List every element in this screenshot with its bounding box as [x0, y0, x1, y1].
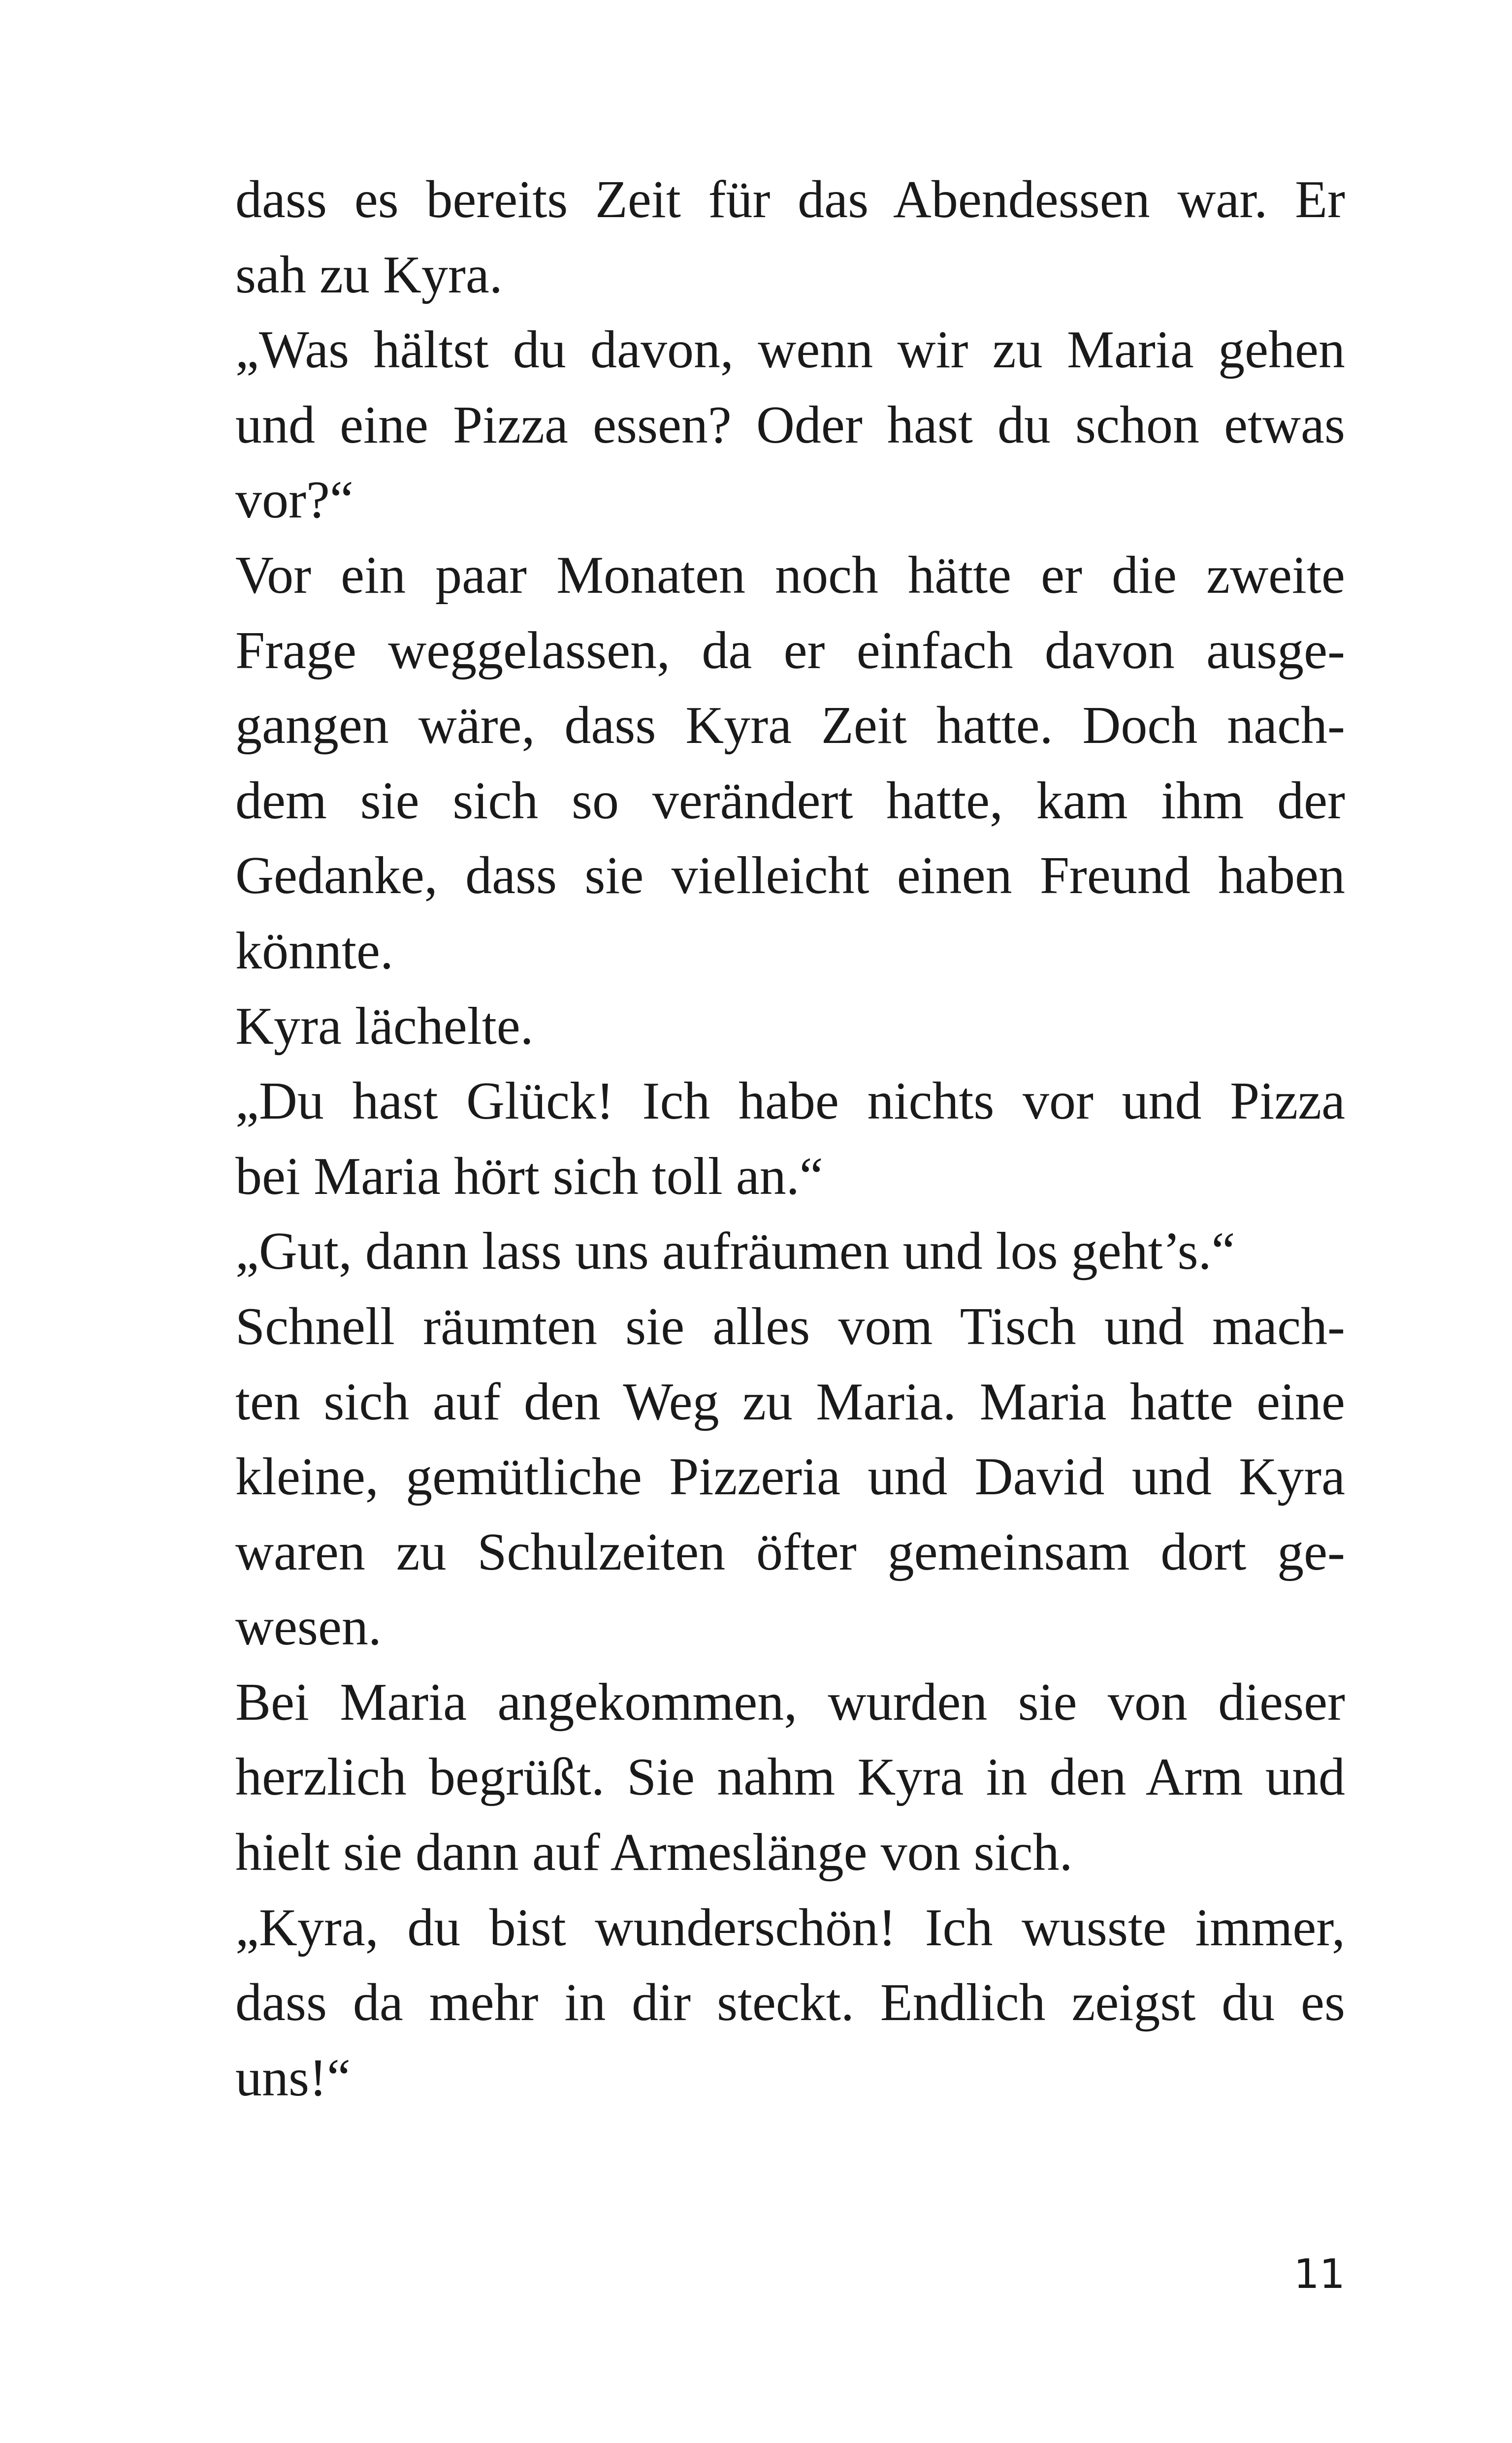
text-line: wesen.	[235, 1598, 382, 1657]
text-line: herzlich begrüßt. Sie nahm Kyra in den Arm und	[235, 1748, 1345, 1807]
text-line: bei Maria hört sich toll an.“	[235, 1147, 823, 1206]
text-line: hielt sie dann auf Armeslänge von sich.	[235, 1823, 1073, 1882]
text-line: dem sie sich so verändert hatte, kam ihm der	[235, 771, 1345, 830]
text-line: dass da mehr in dir steckt. Endlich zeigst du es	[235, 1973, 1345, 2032]
text-line: kleine, gemütliche Pizzeria und David und Kyra	[235, 1447, 1345, 1507]
text-line: Schnell räumten sie alles vom Tisch und mach-	[235, 1297, 1345, 1356]
text-line: könnte.	[235, 921, 393, 980]
body-text	[235, 162, 1345, 2116]
text-line: und eine Pizza essen? Oder hast du schon etwas	[235, 395, 1345, 454]
text-line: ten sich auf den Weg zu Maria. Maria hatte eine	[235, 1372, 1345, 1431]
text-line: dass es bereits Zeit für das Abendessen war. Er	[235, 170, 1345, 229]
text-line: vor?“	[235, 471, 354, 530]
text-line: gangen wäre, dass Kyra Zeit hatte. Doch nach-	[235, 696, 1345, 755]
text-line: Kyra lächelte.	[235, 996, 534, 1056]
text-line: Bei Maria angekommen, wurden sie von dieser	[235, 1672, 1345, 1732]
text-line: uns!“	[235, 2048, 351, 2107]
text-line: „Du hast Glück! Ich habe nichts vor und Pizza	[235, 1072, 1345, 1131]
text-line: Gedanke, dass sie vielleicht einen Freund haben	[235, 846, 1345, 905]
text-line: Vor ein paar Monaten noch hätte er die zweite	[235, 546, 1345, 605]
text-line: „Gut, dann lass uns aufräumen und los geht’s.“	[235, 1222, 1235, 1281]
text-line: „Was hältst du davon, wenn wir zu Maria gehen	[235, 321, 1345, 380]
page-number: 11	[1293, 2251, 1345, 2298]
text-line: waren zu Schulzeiten öfter gemeinsam dort ge-	[235, 1522, 1345, 1581]
text-line: „Kyra, du bist wunderschön! Ich wusste immer,	[235, 1898, 1345, 1957]
text-line: Frage weggelassen, da er einfach davon ausge-	[235, 621, 1345, 680]
text-line: sah zu Kyra.	[235, 245, 503, 304]
